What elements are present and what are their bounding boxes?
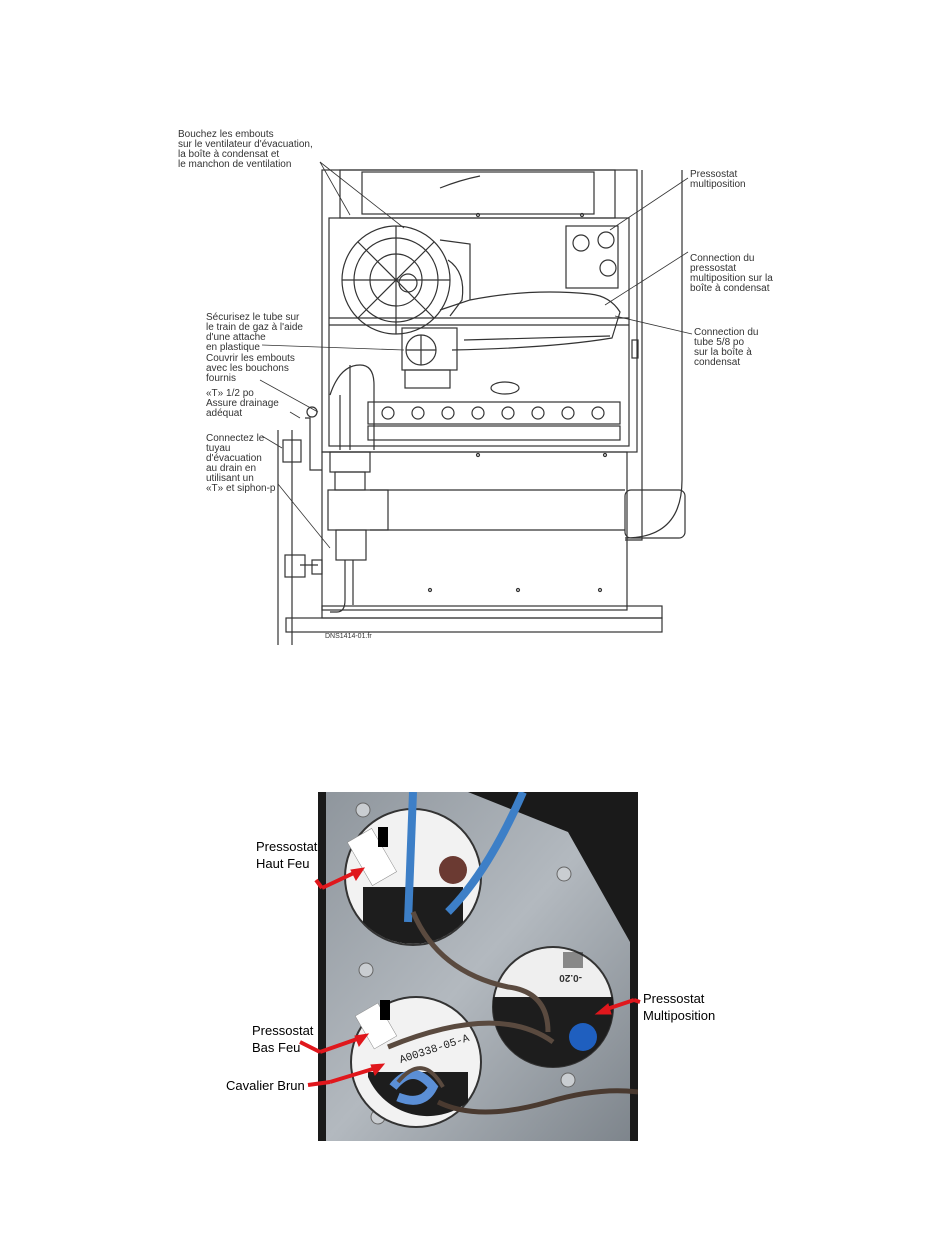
burner-row	[368, 402, 620, 424]
label-cover-caps: Couvrir les embouts avec les bouchons fournis	[206, 353, 295, 384]
switch-part-number: A00338-05-A	[398, 1033, 472, 1067]
cabinet-upper	[322, 170, 637, 452]
label-tube-connection: Connection du tube 5/8 po sur la boîte à condensat	[694, 327, 759, 368]
label-multiposition-switch: Pressostat multiposition	[690, 169, 746, 190]
pressure-tube	[452, 292, 620, 350]
vent-pipe	[642, 170, 682, 480]
pressure-switch-photo	[318, 792, 638, 1141]
label-tee: «T» 1/2 po Assure drainage adéquat	[206, 388, 279, 419]
drawing-code: DNS1414-01.fr	[325, 633, 372, 640]
label-secure-tube: Sécurisez le tube sur le train de gaz à l'aide d'une attache en plastique	[206, 312, 303, 353]
base-rail	[286, 618, 662, 632]
label-high-fire: Pressostat Haut Feu	[256, 839, 318, 871]
label-brown-jumper: Cavalier Brun	[226, 1078, 305, 1093]
label-connect-drain: Connectez le tuyau d'évacuation au drain en utilisant un «T» et siphon-p	[206, 433, 276, 494]
label-low-fire: Pressostat Bas Feu	[252, 1023, 314, 1055]
label-multiposition: Pressostat Multiposition	[643, 991, 716, 1023]
cabinet-lower	[322, 452, 627, 610]
top-panel	[340, 170, 615, 218]
blue-tube-left	[408, 792, 413, 922]
switch-bracket	[566, 226, 618, 288]
tee-fitting	[328, 490, 388, 530]
label-switch-connection: Connection du pressostat multiposition sur la boîte à condensat	[690, 253, 773, 294]
label-plug-caps: Bouchez les embouts sur le ventilateur d'évacuation, la boîte à condensat et le manchon de ventilation	[178, 129, 313, 170]
switch-reading: -0.20	[559, 972, 582, 983]
blue-cap	[569, 1023, 597, 1051]
